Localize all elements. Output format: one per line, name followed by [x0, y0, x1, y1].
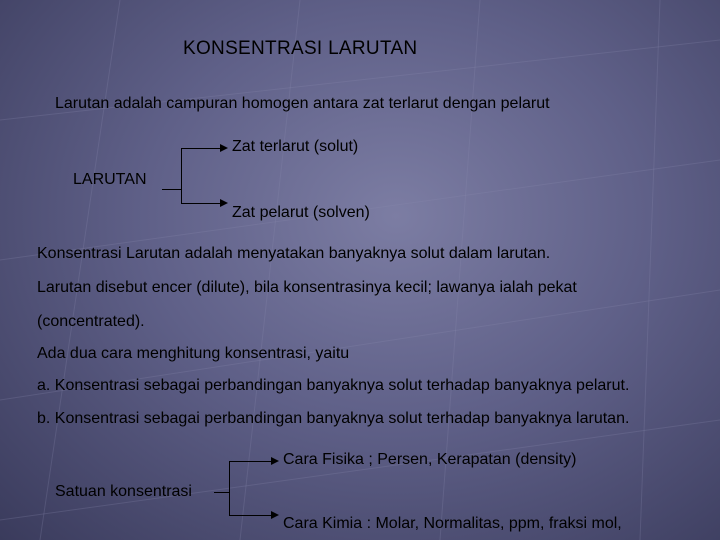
diagram2-top-branch: Cara Fisika ; Persen, Kerapatan (density)	[283, 451, 577, 468]
definition-text: Larutan adalah campuran homogen antara zat terlarut dengan pelarut	[55, 95, 550, 112]
diagram2-bottom-branch: Cara Kimia : Molar, Normalitas, ppm, fraksi mol,	[283, 515, 622, 532]
diagram1-top-arrow-line	[181, 148, 222, 149]
paragraph-konsentrasi: Konsentrasi Larutan adalah menyatakan banyaknya solut dalam larutan.	[37, 245, 551, 262]
diagram2-bottom-arrow-icon	[271, 511, 279, 519]
diagram1-bottom-arrow-line	[181, 203, 222, 204]
diagram2-top-arrow-icon	[271, 457, 279, 465]
diagram2-bottom-arrow-line	[229, 515, 273, 516]
diagram1-top-arrow-icon	[220, 144, 228, 152]
diagram1-bottom-branch: Zat pelarut (solven)	[232, 204, 370, 221]
slide-title: KONSENTRASI LARUTAN	[183, 38, 418, 59]
paragraph-dua-cara: Ada dua cara menghitung konsentrasi, yaitu	[37, 345, 350, 362]
diagram2-root: Satuan konsentrasi	[55, 483, 192, 500]
paragraph-encer: Larutan disebut encer (dilute), bila konsentrasinya kecil; lawanya ialah pekat	[37, 279, 577, 296]
diagram1-root-connector	[162, 189, 181, 190]
diagram1-root: LARUTAN	[73, 171, 147, 188]
diagram2-root-connector	[214, 492, 229, 493]
list-item-a: a. Konsentrasi sebagai perbandingan banyaknya solut terhadap banyaknya pelarut.	[37, 377, 630, 394]
list-item-b: b. Konsentrasi sebagai perbandingan banyaknya solut terhadap banyaknya larutan.	[37, 410, 630, 427]
diagram1-bottom-arrow-icon	[220, 199, 228, 207]
diagram1-top-branch: Zat terlarut (solut)	[232, 138, 359, 155]
diagram2-vertical-connector	[229, 461, 230, 516]
diagram1-vertical-connector	[181, 148, 182, 203]
diagram2-top-arrow-line	[229, 461, 273, 462]
paragraph-concentrated: (concentrated).	[37, 313, 145, 330]
